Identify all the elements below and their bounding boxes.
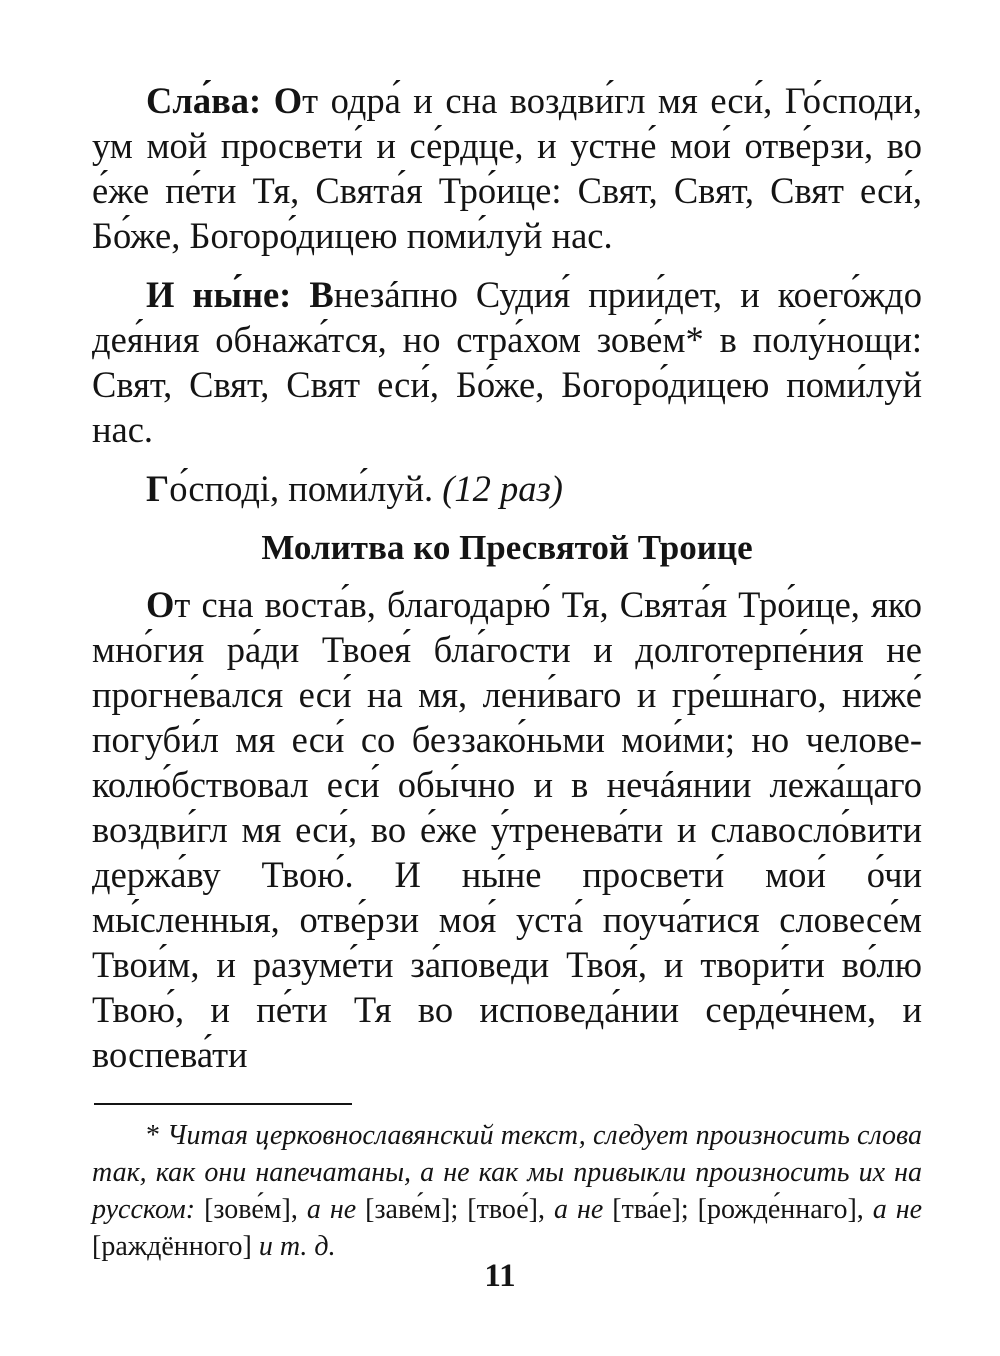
footnote-sep-1: а не: [306, 1194, 357, 1225]
footnote-example-6: [раждённого]: [92, 1231, 252, 1262]
prayer-initial: О: [146, 584, 175, 625]
paragraph-gospodi: [92, 466, 922, 511]
gospodi-initial: Г: [146, 468, 170, 509]
footnote-example-3: [твое́],: [467, 1194, 545, 1225]
gospodi-text: о́сподi, поми́луй.: [169, 468, 434, 509]
footnote: [92, 1117, 922, 1265]
slava-initial: О: [273, 80, 303, 121]
nyne-label: И ны́не:: [146, 274, 292, 315]
page-body: [92, 78, 922, 1265]
footnote-text: Читая церковнославянский текст, следует произносить слова так, как они напечатаны, а не как мы привыкли произносить их на русском:: [92, 1120, 922, 1225]
footnote-divider: [94, 1103, 352, 1105]
footnote-example-5: [рожде́ннаго],: [697, 1194, 864, 1225]
footnote-example-1: [зове́м],: [204, 1194, 298, 1225]
slava-text: т одра́ и сна воздви́гл мя еси́, Го́споди, ум мой просвети́ и се́рдце, и устне́ мои́ отве́рзи, во е́же пе́ти Тя, Свята́я Тро́ице: Свят, Свят, Свят еси́, Бо́же, Богоро́дицею поми́луй нас.: [92, 80, 923, 256]
prayer-heading: Молитва ко Пресвятой Троице: [261, 528, 753, 567]
footnote-example-4: [тва́е];: [612, 1194, 689, 1225]
prayer-text: т сна воста́в, благодарю́ Тя, Свята́я Тро́ице, яко мно́гия ра́ди Твоея́ бла́гости и долготерпе́ния не прогне́вался еси́ на мя, лени́ваго и гре́шнаго, ниже́ погуби́л мя еси́ со беззако́ньми мои́ми; но челове-колю́бствовал еси́ обы́чно и в нечáянии лежа́щаго воздви́гл мя еси́, во е́же у́тренева́ти и славосло́вити держа́ву Твою́. И ны́не просвети́ мои́ о́чи мы́сленныя, отве́рзи моя́ уста́ поуча́тися словесе́м Твои́м, и разуме́ти за́поведи Твоя́, и твори́ти во́лю Твою́, и пе́ти Тя во исповеда́нии серде́чнем, и воспева́ти: [92, 584, 922, 1075]
nyne-text: незáпно Судия́ прии́дет, и коего́ждо дея́ния обнажа́тся, но стра́хом зове́м* в полу́нощи: Свят, Свят, Свят еси́, Бо́же, Богоро́дицею поми́луй нас.: [92, 274, 922, 450]
paragraph-nyne: [92, 272, 922, 452]
paragraph-slava: [92, 78, 922, 258]
footnote-example-2: [заве́м];: [365, 1194, 459, 1225]
footnote-marker: *: [146, 1120, 160, 1151]
slava-label: Сла́ва:: [146, 80, 262, 121]
footnote-sep-2: а не: [553, 1194, 604, 1225]
paragraph-prayer: [92, 582, 922, 1077]
footnote-sep-3: а не: [872, 1194, 923, 1225]
page-number: 11: [484, 1258, 516, 1294]
gospodi-note: (12 раз): [442, 468, 563, 509]
footnote-tail: и т. д.: [258, 1231, 336, 1262]
nyne-initial: В: [309, 274, 334, 315]
